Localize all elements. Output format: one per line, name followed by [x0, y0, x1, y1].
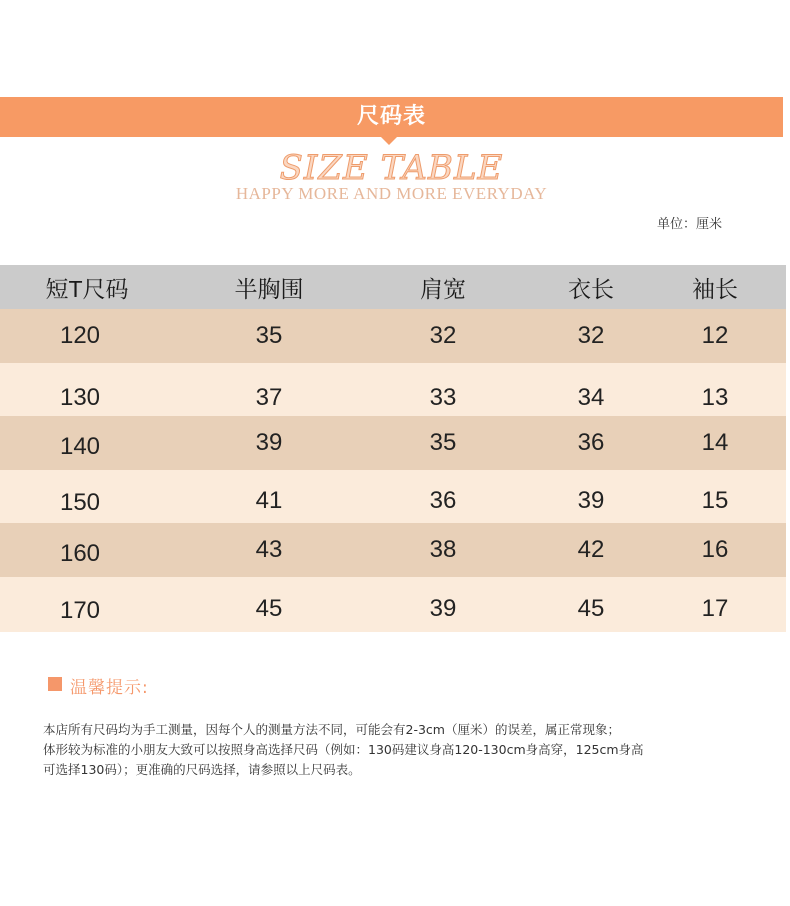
banner-pointer — [380, 136, 398, 145]
sleeve-cell: 12 — [701, 322, 729, 349]
half-chest-cell: 39 — [255, 429, 283, 456]
header-cell-size: 短T尺码 — [45, 275, 129, 302]
half-chest-cell: 43 — [255, 536, 283, 563]
size-cell: 150 — [59, 488, 101, 516]
tips-line: 体形较为标准的小朋友大致可以按照身高选择尺码（例如：130码建议身高120-130cm身高穿，125cm身高 — [43, 742, 644, 757]
length-cell: 39 — [577, 486, 605, 514]
shoulder-cell: 39 — [429, 594, 457, 622]
sleeve-cell: 14 — [701, 429, 729, 456]
sleeve-cell: 13 — [701, 383, 729, 411]
half-chest-cell: 45 — [255, 594, 283, 622]
table-row — [0, 309, 786, 363]
table-row — [0, 416, 786, 470]
sleeve-cell: 16 — [701, 536, 729, 563]
half-chest-cell: 35 — [255, 322, 283, 349]
size-cell: 160 — [59, 540, 101, 567]
length-cell: 34 — [577, 383, 605, 411]
header-cell-sleeve: 袖长 — [692, 275, 738, 302]
shoulder-cell: 35 — [429, 429, 457, 456]
length-cell: 32 — [577, 322, 605, 349]
table-row — [0, 577, 786, 632]
tagline: HAPPY MORE AND MORE EVERYDAY — [235, 184, 548, 203]
length-cell: 42 — [577, 536, 605, 563]
size-cell: 170 — [59, 596, 101, 624]
length-cell: 36 — [577, 429, 605, 456]
shoulder-cell: 32 — [429, 322, 457, 349]
size-cell: 140 — [59, 433, 101, 460]
shoulder-cell: 36 — [429, 486, 457, 514]
banner-title: 尺码表 — [356, 104, 426, 129]
table-row — [0, 470, 786, 523]
tips-line: 可选择130码）；更准确的尺码选择，请参照以上尺码表。 — [43, 762, 361, 777]
sleeve-cell: 15 — [701, 486, 729, 514]
table-row — [0, 523, 786, 577]
header-cell-half-chest: 半胸围 — [234, 275, 304, 302]
sleeve-cell: 17 — [701, 594, 729, 622]
size-cell: 130 — [59, 383, 101, 411]
header-cell-shoulder: 肩宽 — [420, 275, 466, 302]
header-cell-length: 衣长 — [568, 275, 614, 302]
table-header-row — [0, 265, 786, 309]
table-row — [0, 363, 786, 416]
tip-square-icon — [48, 677, 62, 691]
tips-title: 温馨提示: — [70, 678, 149, 698]
size-cell: 120 — [59, 322, 101, 349]
half-chest-cell: 41 — [255, 486, 283, 514]
length-cell: 45 — [577, 594, 605, 622]
shoulder-cell: 38 — [429, 536, 457, 563]
size-table-heading: SIZE TABLE — [279, 148, 504, 188]
tips-line: 本店所有尺码均为手工测量，因每个人的测量方法不同，可能会有2-3cm（厘米）的误差，属正常现象； — [43, 722, 620, 737]
unit-label: 单位：厘米 — [657, 217, 723, 232]
shoulder-cell: 33 — [429, 383, 457, 411]
half-chest-cell: 37 — [255, 383, 283, 411]
